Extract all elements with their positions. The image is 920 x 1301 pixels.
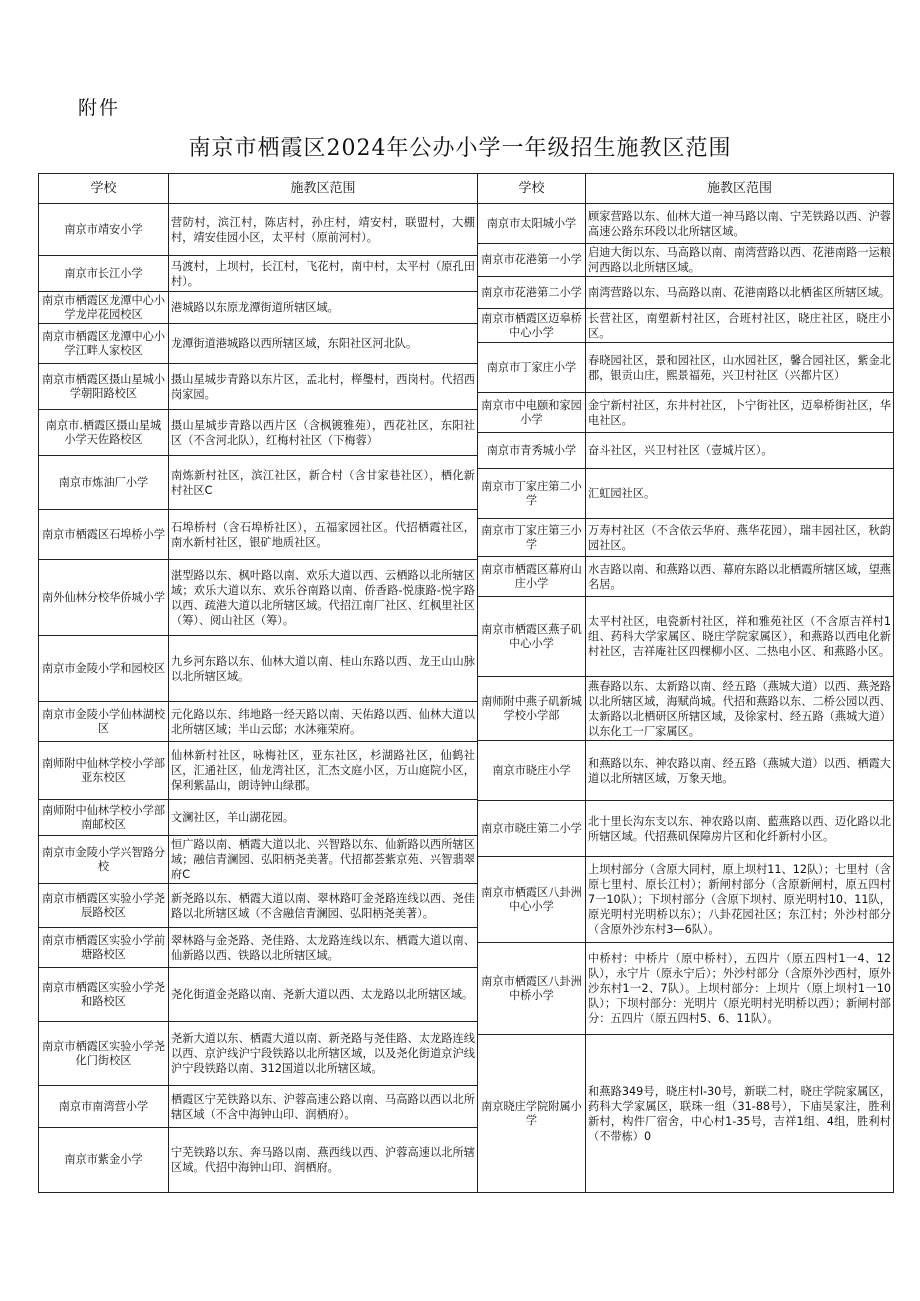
range-text: 北十里长沟东支以东、神农路以南、藍燕路以西、迈化路以北所辖区域。代招燕矶保障房片区和化纤新村小区。 <box>588 814 891 843</box>
school-cell <box>39 1022 169 1085</box>
range-cell <box>169 1022 477 1085</box>
table-row <box>478 677 893 741</box>
school-cell <box>39 884 169 927</box>
school-name: 南京市晓庄小学 <box>492 763 571 777</box>
range-cell <box>586 857 893 942</box>
header-range <box>169 174 477 203</box>
range-text: 龙潭街道港城路以西所辖区域，东阳社区河北队。 <box>171 337 418 350</box>
range-text: 上坝村部分（含原大同村，原上坝村11、12队）；七里村（含原七里村、原长江村）；新闸村部分（含原新闸村，原五四村7一10队）；下坝村部分（含原下坝村、原光明村10、11队，原光明村光明桥以东）；八卦花园社区；东江村；外沙村部分（含原外沙东村3—6队）。 <box>588 863 891 936</box>
school-cell <box>39 292 169 323</box>
school-name: 南京市中电颐和家园小学 <box>481 398 582 426</box>
header-school <box>39 174 169 203</box>
table-row <box>478 597 893 677</box>
table-row <box>39 410 477 456</box>
school-name: 南京市青秀城小学 <box>486 443 577 457</box>
school-cell <box>478 1035 586 1192</box>
attachment-label: 附件 <box>78 97 121 119</box>
range-text: 元化路以东、纬地路一经天路以南、天佑路以西、仙林大道以北所辖区域；半山云邸；水沐雍荣府。 <box>171 707 475 736</box>
table-row <box>478 433 893 469</box>
table-row <box>478 343 893 393</box>
range-text: 尧化街道金尧路以南、尧新大道以西、太龙路以北所辖区域。 <box>171 988 474 1001</box>
school-cell <box>39 204 169 255</box>
range-text: 水吉路以南、和燕路以西、幕府东路以北栖霞所辖区域，望燕名居。 <box>588 562 891 591</box>
table-header <box>478 174 893 204</box>
range-cell <box>169 364 477 409</box>
school-cell <box>39 836 169 883</box>
range-cell <box>169 1086 477 1127</box>
range-text: 九乡河东路以东、仙林大道以南、桂山东路以西、龙王山山脉以北所辖区域。 <box>171 654 475 683</box>
range-cell <box>169 292 477 323</box>
table-row <box>478 557 893 597</box>
table-header <box>39 174 477 204</box>
school-cell <box>478 343 586 392</box>
school-name: 南京市栖霞区实验小学尧辰路校区 <box>41 891 166 919</box>
table-row <box>39 968 477 1022</box>
school-name: 南京晓庄学院附属小学 <box>481 1099 582 1127</box>
school-cell <box>39 364 169 409</box>
range-text: 翠林路与金尧路、尧佳路、太龙路连线以东、栖霞大道以南、仙新路以西、铁路以北所辖区域。 <box>171 933 475 962</box>
school-name: 南京市栖霞区迈皋桥中心小学 <box>481 311 582 339</box>
range-text: 奋斗社区，兴卫村社区（壹城片区）。 <box>588 444 773 457</box>
range-text: 宁芜铁路以东、奔马路以南、燕西线以西、沪蓉高速以北所辖区域。代招中海钟山印、润栖府。 <box>171 1146 475 1174</box>
table-row <box>39 884 477 928</box>
range-cell <box>586 244 893 276</box>
school-name: 南京市栖霞区实验小学尧和路校区 <box>41 980 166 1008</box>
school-cell <box>478 469 586 518</box>
school-name: 南京市栖霞区实验小学前塘路校区 <box>41 933 166 961</box>
school-cell <box>39 1086 169 1127</box>
school-cell <box>39 742 169 799</box>
school-name: 南师附中燕子矶新城学校小学部 <box>481 694 582 722</box>
range-text: 新尧路以东、栖霞大道以南、翠林路叮金尧路连线以西、尧佳路以北所辖区域（不含融信青澜园、弘阳柄尧美著）。 <box>171 891 475 920</box>
range-cell <box>586 741 893 800</box>
school-name: 南京市丁家庄小学 <box>486 360 577 374</box>
range-text: 马渡村，上坝村，长江村，飞花村，南中村，太平村（原孔田村）。 <box>171 259 475 288</box>
school-name: 南京市紫金小学 <box>64 1153 143 1166</box>
school-name: 南京市炼油厂小学 <box>58 475 149 489</box>
header-school <box>478 174 586 203</box>
school-cell <box>39 702 169 741</box>
range-cell <box>586 597 893 676</box>
range-text: 春晓园社区，景和园社区，山水园社区，馨合园社区，紫金北郡，银贡山庄，熙景福苑，兴卫村社区（兴都片区） <box>588 353 891 382</box>
range-cell <box>169 410 477 455</box>
range-cell <box>169 800 477 835</box>
table-row <box>478 741 893 801</box>
school-name: 南京市丁家庄第二小学 <box>481 479 582 507</box>
school-cell <box>39 510 169 559</box>
table-row <box>39 1086 477 1128</box>
school-name: 南外仙林分校华侨城小学 <box>41 590 166 604</box>
range-text: 湛型路以东、枫叶路以南、欢乐大道以西、云栖路以北所辖区域；欢乐大道以东、欢乐谷南路以南、侨香路-悦康路-悦字路以西、疏港大道以北所辖区域。代招江南厂社区、红枫里社区（筹）、阅山社区（筹）。 <box>171 568 475 627</box>
range-text: 燕春路以东、太新路以南、经五路（燕城大道）以西、燕尧路以北所辖区域，海赋尚城。代招和燕路以东、二桥公园以西、太新路以北栖研区所辖区域，及徐家村、经五路（燕城大道）以东化工一厂家属区。 <box>588 679 891 738</box>
enrollment-table <box>38 173 894 1193</box>
school-cell <box>478 277 586 308</box>
range-cell <box>169 256 477 291</box>
range-cell <box>169 884 477 927</box>
table-row <box>39 510 477 560</box>
range-cell <box>169 968 477 1021</box>
school-name: 南京市栖霞区龙潭中心小学江畔人家校区 <box>41 329 166 357</box>
school-name: 南京市栖霞区摄山星城小学朝阳路校区 <box>41 372 166 400</box>
school-cell <box>478 857 586 942</box>
school-cell <box>39 928 169 967</box>
range-text: 栖霞区宁芜铁路以东、沪蓉高速公路以南、马高路以西以北所辖区域（不含中海钟山印、润栖府）。 <box>171 1092 475 1121</box>
table-row <box>39 1128 477 1192</box>
table-row <box>39 364 477 410</box>
range-text: 和燕路349号，晓庄村l-30号，新联二村，晓庄学院家属区，药科大学家属区，联珠一组（31-88号），下庙吴家注，胜利新村，构件厂宿舍，中心村1-35号，吉祥1组、4组，胜利村（不带栋）0 <box>588 1084 891 1143</box>
range-cell <box>169 560 477 635</box>
school-name: 南京市栖霞区龙潭中心小学龙岸花园校区 <box>41 293 166 321</box>
school-cell <box>39 456 169 509</box>
range-text: 营防村，滨江村，陈店村，孙庄村，靖安村，联盟村，大棚村，靖安佳园小区，太平村（原前河村）。 <box>171 215 475 244</box>
school-cell <box>478 433 586 468</box>
school-name: 南京市花港第一小学 <box>481 253 582 266</box>
range-text: 顾家营路以东、仙林大道一神马路以南、宁芜铁路以西、沪蓉高速公路东环段以北所辖区域。 <box>588 209 891 238</box>
school-cell <box>39 636 169 701</box>
table-row <box>39 292 477 324</box>
school-name: 南京市栖霞区石埠桥小学 <box>41 527 166 541</box>
range-text: 仙林新村社区，咏梅社区，亚东社区，杉湖路社区，仙鹤社区，汇通社区，仙龙湾社区，汇杰文庭小区，万山庭院小区，保利紫晶山，朗诗钟山绿郡。 <box>171 749 475 792</box>
header-school-text: 学校 <box>90 180 117 196</box>
school-cell <box>39 800 169 835</box>
table-row <box>39 836 477 884</box>
range-cell <box>169 204 477 255</box>
range-cell <box>169 702 477 741</box>
school-cell <box>478 597 586 676</box>
header-range-text: 施教区范围 <box>290 181 356 196</box>
range-cell <box>169 928 477 967</box>
range-text: 港城路以东原龙潭街道所辖区域。 <box>171 301 339 314</box>
table-row <box>478 469 893 519</box>
school-cell <box>478 741 586 800</box>
range-cell <box>586 1035 893 1192</box>
range-cell <box>169 1128 477 1192</box>
table-row <box>39 204 477 256</box>
school-name: 南京市金陵小学和园校区 <box>41 661 166 675</box>
school-cell <box>478 519 586 556</box>
school-name: 南师附中仙林学校小学部亚东校区 <box>41 756 166 784</box>
table-row <box>39 256 477 292</box>
range-cell <box>169 456 477 509</box>
school-cell <box>39 560 169 635</box>
table-row <box>39 800 477 836</box>
range-text: 金宁新村社区，东井村社区，卜宁街社区，迈皋桥街社区，华电社区。 <box>588 398 891 427</box>
school-cell <box>478 943 586 1034</box>
range-cell <box>586 277 893 308</box>
range-text: 万寿村社区（不含依云华府、燕华花园），瑞丰园社区，秋韵园社区。 <box>588 523 891 552</box>
page-title: 南京市栖霞区2024年公办小学一年级招生施教区范围 <box>188 136 732 161</box>
school-name: 南京市金陵小学兴智路分校 <box>41 845 166 873</box>
range-text: 南湾营路以东、马高路以南、花港南路以北栖雀区所辖区域。 <box>588 286 891 299</box>
table-right-half <box>478 173 894 1193</box>
range-cell <box>169 742 477 799</box>
range-text: 太平村社区，电瓷新村社区，祥和雅苑社区（不含原吉祥村1组、药科大学家属区、晓庄学院家属区），和燕路以西电化新村社区，吉祥庵社区四棵柳小区、二热电小区、和燕路小区。 <box>588 615 891 658</box>
range-cell <box>169 510 477 559</box>
table-row <box>478 1035 893 1192</box>
school-cell <box>39 256 169 291</box>
range-text: 尧新大道以东、栖霞大道以南、新尧路与尧佳路、太龙路连线以西、京沪线沪宁段铁路以北所辖区域，以及尧化街道京沪线沪宁段铁路以南、312国道以北所辖区域。 <box>171 1032 475 1075</box>
range-cell <box>586 519 893 556</box>
range-text: 石埠桥村（含石埠桥社区），五福家园社区。代招栖霞社区，南水新村社区，银矿地质社区。 <box>171 520 475 549</box>
table-row <box>39 324 477 364</box>
school-name: 南京市靖安小学 <box>64 222 143 236</box>
school-name: 南师附中仙林学校小学部南邮校区 <box>41 803 166 831</box>
range-text: 和燕路以东、神农路以南、经五路（燕城大道）以西、栖霞大道以北所辖区域，万象天地。 <box>588 756 891 785</box>
range-cell <box>586 309 893 342</box>
range-text: 启迪大街以东、马高路以南、南湾营路以西、花港南路一运粮河西路以北所辖区域。 <box>588 246 891 274</box>
table-row <box>478 519 893 557</box>
school-name: 南京市栖霞区幕府山庄小学 <box>481 562 582 590</box>
range-text: 长营社区，南塑新村社区，合班村社区，晓庄社区，晓庄小区。 <box>588 311 891 340</box>
range-cell <box>586 393 893 432</box>
table-row <box>39 1022 477 1086</box>
table-row <box>39 560 477 636</box>
table-row <box>478 204 893 244</box>
table-row <box>478 309 893 343</box>
school-name: 南京市金陵小学仙林湖校区 <box>41 707 166 735</box>
range-cell <box>169 836 477 883</box>
school-name: 南京市栖霞区实验小学尧化门街校区 <box>41 1039 166 1067</box>
table-row <box>39 928 477 968</box>
range-text: 恒广路以南、栖霞大道以北、兴智路以东、仙新路以西所辖区域；融信青澜园、弘阳柄尧美著。代招都荟紫京苑、兴智翡翠府C <box>171 838 475 881</box>
school-name: 南京市晓庄第二小学 <box>481 821 582 835</box>
school-name: 南京市栖霞区八卦洲中心小学 <box>481 885 582 913</box>
range-cell <box>586 943 893 1034</box>
school-name: 南京市南湾营小学 <box>58 1099 149 1113</box>
school-name: 南京市栖霞区燕子矶中心小学 <box>481 622 582 650</box>
school-cell <box>478 244 586 276</box>
table-row <box>478 857 893 943</box>
table-row <box>39 636 477 702</box>
range-text: 中桥村：中桥片（原中桥村），五四片（原五四村1一4、12队），永宁片（原永宁后）；外沙村部分（含原外沙西村，原外沙东村1一2、7队）。上坝村部分：上坝片（原上坝村1一10队）；下坝村部分：光明片（原光明村光明桥以西）；新闸村部分：五四片（原五四村5、6、11队）。 <box>588 952 891 1025</box>
school-cell <box>39 1128 169 1192</box>
table-row <box>478 277 893 309</box>
table-left-half <box>38 173 478 1193</box>
school-cell <box>478 677 586 740</box>
header-school-text: 学校 <box>518 180 545 196</box>
range-cell <box>586 343 893 392</box>
range-cell <box>586 677 893 740</box>
range-text: 文澜社区，羊山湖花园。 <box>171 811 295 824</box>
school-cell <box>478 204 586 243</box>
range-cell <box>586 469 893 518</box>
range-text: 南炼新村社区，滨江社区，新合村（含甘家巷社区），栖化新村社区C <box>171 468 475 497</box>
table-row <box>39 702 477 742</box>
range-cell <box>586 557 893 596</box>
range-cell <box>169 636 477 701</box>
table-row <box>478 943 893 1035</box>
school-name: 南京市.栖霞区摄山星城小学天佐路校区 <box>45 418 162 446</box>
range-text: 汇虹园社区。 <box>588 487 656 500</box>
school-cell <box>39 968 169 1021</box>
header-range <box>586 174 893 203</box>
table-row <box>39 456 477 510</box>
table-row <box>478 244 893 277</box>
table-row <box>478 393 893 433</box>
school-cell <box>39 410 169 455</box>
range-text: 摄山星城步青路以东片区，孟北村，榉璺村，西岗村。代招西岗家园。 <box>171 372 475 401</box>
range-cell <box>586 204 893 243</box>
school-name: 南京市太阳城小学 <box>486 216 577 230</box>
range-text: 摄山星城步青路以西片区（含枫镀雅苑），西花社区，东阳社区（不含河北队），红梅村社区（下梅蓉） <box>171 418 475 447</box>
table-row <box>478 801 893 857</box>
school-name: 南京市栖霞区八卦洲中桥小学 <box>481 974 582 1002</box>
school-cell <box>478 393 586 432</box>
school-cell <box>478 557 586 596</box>
school-cell <box>39 324 169 363</box>
range-cell <box>586 433 893 468</box>
range-cell <box>586 801 893 856</box>
range-cell <box>169 324 477 363</box>
table-row <box>39 742 477 800</box>
school-cell <box>478 801 586 856</box>
school-name: 南京市花港第二小学 <box>481 285 582 299</box>
school-cell <box>478 309 586 342</box>
school-name: 南京市丁家庄第三小学 <box>481 523 582 551</box>
header-range-text: 施教区范围 <box>706 181 772 196</box>
school-name: 南京市长江小学 <box>64 266 143 280</box>
